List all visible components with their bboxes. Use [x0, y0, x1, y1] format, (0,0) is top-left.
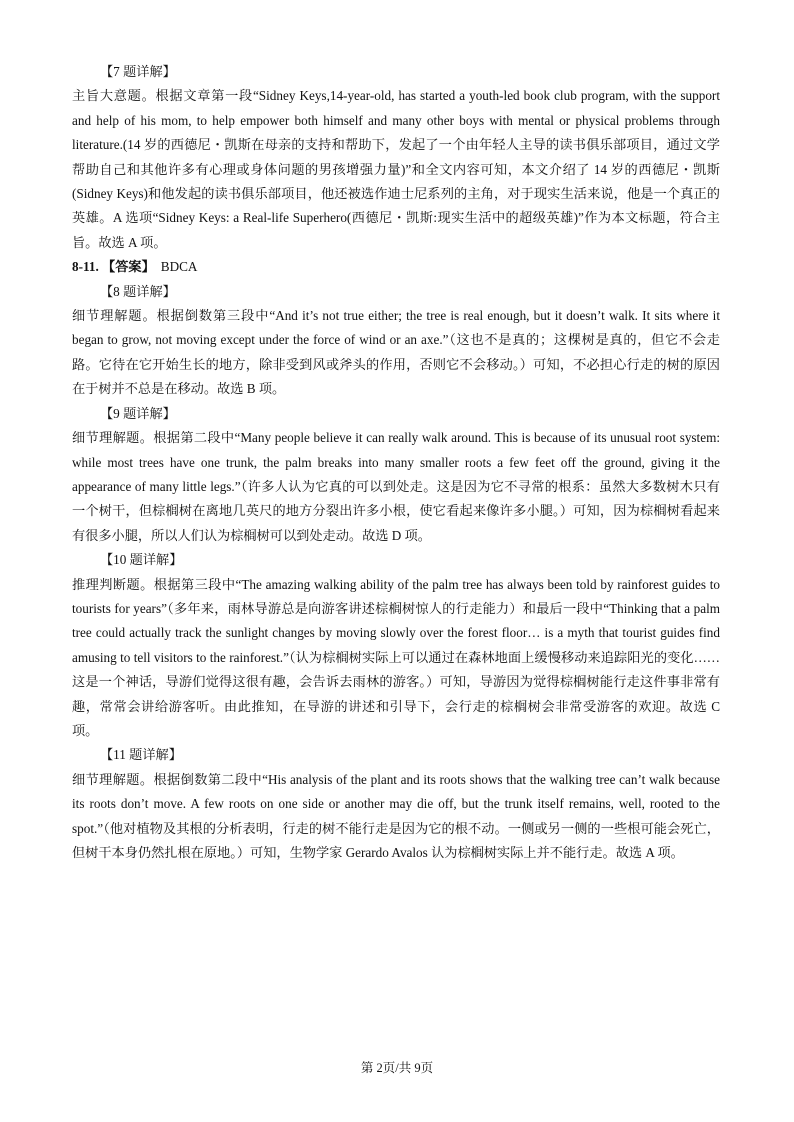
q11-explanation: 细节理解题。根据倒数第二段中“His analysis of the plant and its roots shows that the walking tree can’t walk because its roots don’t move. A few roots on one side or another may die off, but the trunk itself remains, well, rooted to the spot.”（他对植物及其根的分析表明，行走的树不能行走是因为它的根不动。一侧或另一侧的一些根可能会死亡，但树干本身仍然扎根在原地。）可知，生物学家 Gerardo Avalos 认为棕榈树实际上并不能行走。故选 A 项。	[72, 771, 720, 860]
q8-explanation: 细节理解题。根据倒数第三段中“And it’s not true either; the tree is real enough, but it doesn’t walk. It sits where it began to grow, not moving except under the force of wind or an axe.”（这也不是真的；这棵树是真的，但它不会走路。它待在它开始生长的地方，除非受到风或斧头的作用，否则它不会移动。）可知，不必担心行走的树的原因在于树并不总是在移动。故选 B 项。	[72, 308, 720, 397]
answer-line	[72, 255, 720, 279]
q10-explanation: 推理判断题。根据第三段中“The amazing walking ability of the palm tree has always been told by rainforest guides to tourists for years”（多年来，雨林导游总是向游客讲述棕榈树惊人的行走能力）和最后一段中“Thinking that a palm tree could actually track the sunlight changes by moving slowly over the forest floor… is a myth that tourist guides find amusing to tell visitors to the rainforest.”（认为棕榈树实际上可以通过在森林地面上缓慢移动来追踪阳光的变化……这是一个神话，导游们觉得这很有趣，会告诉去雨林的游客。）可知，导游因为觉得棕榈树能行走这件事非常有趣，常常会讲给游客听。由此推知，在导游的讲述和引导下，会行走的棕榈树会非常受游客的欢迎。故选 C 项。	[72, 576, 720, 738]
q8-heading: 【8 题详解】	[100, 283, 176, 299]
q10-heading: 【10 题详解】	[100, 552, 183, 568]
q7-heading: 【7 题详解】	[100, 64, 176, 79]
answer-label: 8-11. 【答案】	[72, 259, 155, 275]
q11-heading: 【11 题详解】	[100, 747, 182, 763]
q9-explanation: 细节理解题。根据第二段中“Many people believe it can really walk around. This is because of its unusual root system: while most trees have one trunk, the palm breaks into many smaller roots a few feet off the ground, giving it the appearance of many little legs.”（许多人认为它真的可以到处走。这是因为它不寻常的根系：虽然大多数树木只有一个树干，但棕榈树在离地几英尺的地方分裂出许多小根，使它看起来像许多小腿。）可知，因为棕榈树看起来有很多小腿，所以人们认为棕榈树可以到处走动。故选 D 项。	[72, 430, 720, 543]
q9-heading: 【9 题详解】	[100, 405, 176, 421]
answer-value: BDCA	[160, 259, 198, 275]
page-number: 第 2页/共 9页	[360, 1061, 434, 1075]
q7-explanation: 主旨大意题。根据文章第一段“Sidney Keys,14-year-old, has started a youth-led book club program, with the support and help of his mom, to help empower both himself and many other boys with mental or physical problems through literature.(14 岁的西德尼・凯斯在母亲的支持和帮助下，发起了一个由年轻人主导的读书俱乐部项目，通过文学帮助自己和其他许多有心理或身体问题的男孩增强力量)”和全文内容可知，本文介绍了 14 岁的西德尼・凯斯(Sidney Keys)和他发起的读书俱乐部项目，他还被选作迪士尼系列的主角，对于现实生活来说，他是一个真正的英雄。A 选项“Sidney Keys: a Real-life Superhero(西德尼・凯斯:现实生活中的超级英雄)”作为本文标题，符合主旨。故选 A 项。	[72, 88, 720, 250]
document-content	[72, 60, 720, 865]
